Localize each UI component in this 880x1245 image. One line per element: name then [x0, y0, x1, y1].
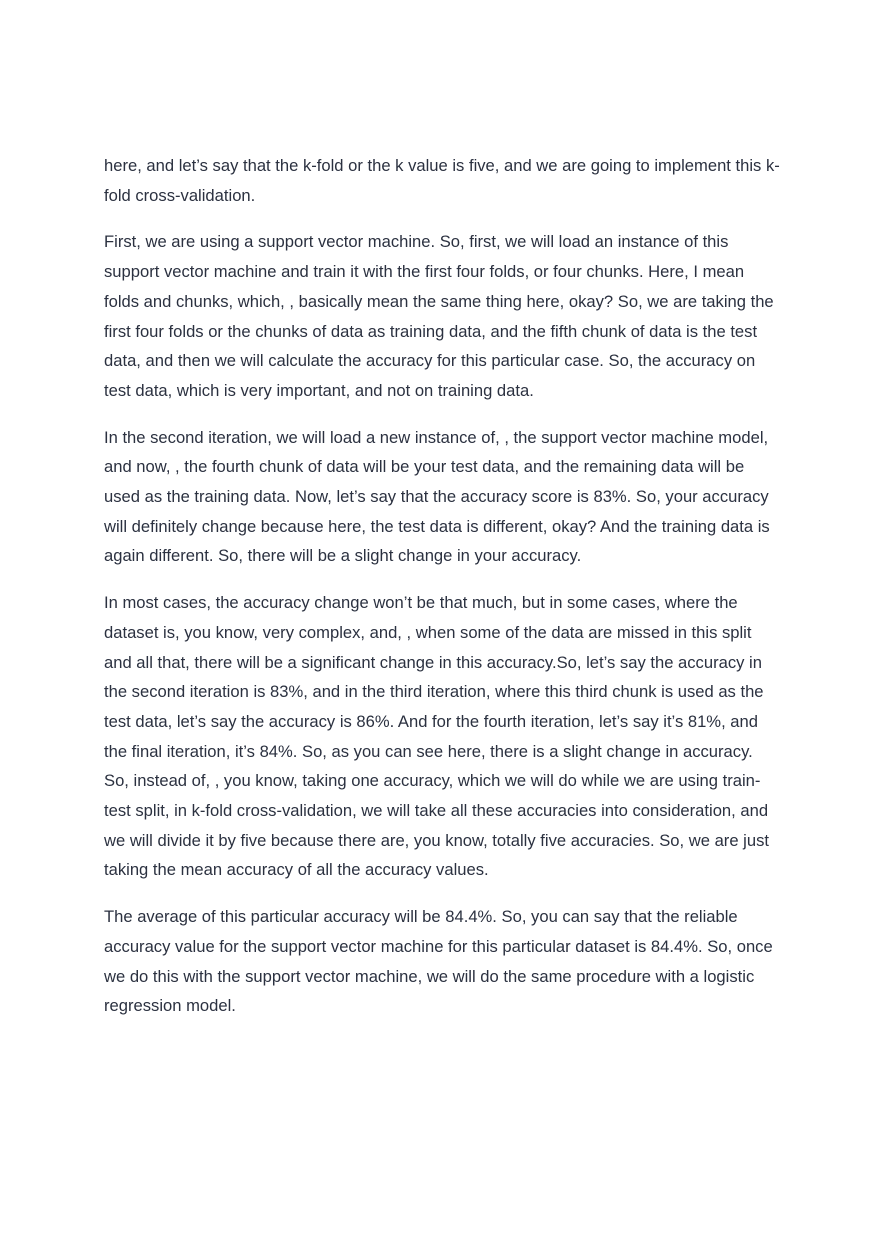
- paragraph-5: The average of this particular accuracy will be 84.4%. So, you can say that the reliable accuracy value for the support vector machine for this particular dataset is 84.4%. So, once we do this with the support vector machine, we will do the same procedure with a logistic regression model.: [104, 907, 773, 1016]
- paragraph-2: First, we are using a support vector machine. So, first, we will load an instance of this support vector machine and train it with the first four folds, or four chunks. Here, I mean folds and chunks, which, , basically mean the same thing here, okay? So, we are taking the first four folds or the chunks of data as training data, and the fifth chunk of data is the test data, and then we will calculate the accuracy for this particular case. So, the accuracy on test data, which is very important, and not on training data.: [104, 232, 774, 400]
- paragraph-1: here, and let’s say that the k-fold or the k value is five, and we are going to implement this k-fold cross-validation.: [104, 156, 780, 205]
- document-body: [104, 151, 780, 1038]
- paragraph-4: In most cases, the accuracy change won’t be that much, but in some cases, where the dataset is, you know, very complex, and, , when some of the data are missed in this split and all that, there will be a significant change in this accuracy.So, let’s say the accuracy in the second iteration is 83%, and in the third iteration, where this third chunk is used as the test data, let’s say the accuracy is 86%. And for the fourth iteration, let’s say it’s 81%, and the final iteration, it’s 84%. So, as you can see here, there is a slight change in accuracy. So, instead of, , you know, taking one accuracy, which we will do while we are using train-test split, in k-fold cross-validation, we will take all these accuracies into consideration, and we will divide it by five because there are, you know, totally five accuracies. So, we are just taking the mean accuracy of all the accuracy values.: [104, 593, 769, 880]
- paragraph-3: In the second iteration, we will load a new instance of, , the support vector machine model, and now, , the fourth chunk of data will be your test data, and the remaining data will be used as the training data. Now, let’s say that the accuracy score is 83%. So, your accuracy will definitely change because here, the test data is different, okay? And the training data is again different. So, there will be a slight change in your accuracy.: [104, 427, 770, 566]
